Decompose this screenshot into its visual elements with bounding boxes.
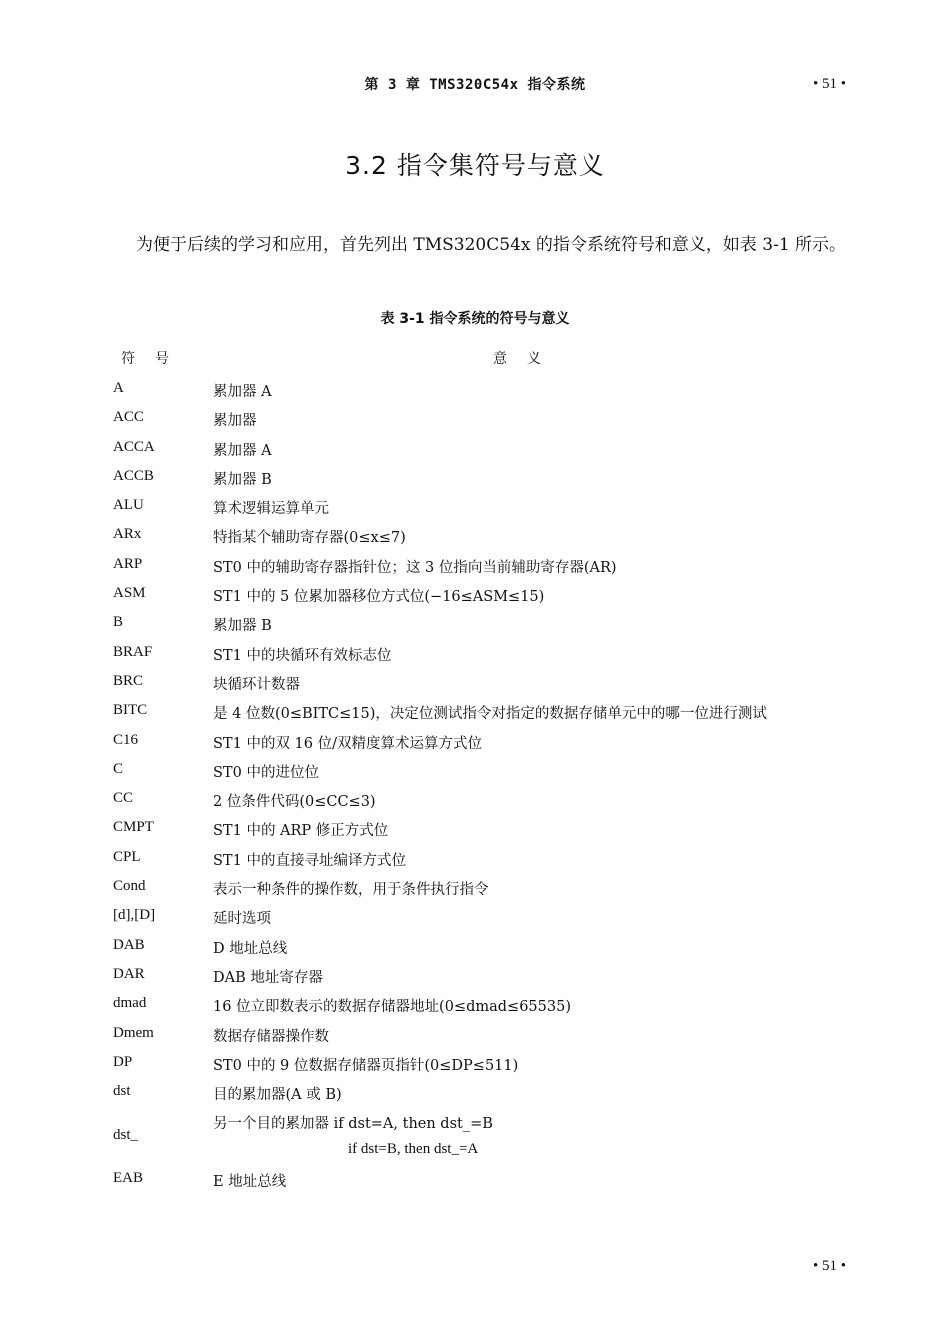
table-row — [113, 491, 853, 520]
intro-paragraph: 为便于后续的学习和应用，首先列出 TMS320C54x 的指令系统符号和意义，如表 3-1 所示。 — [136, 235, 847, 255]
row-symbol: B — [113, 614, 124, 631]
row-meaning: 累加器 A — [213, 442, 272, 459]
table-body — [113, 374, 853, 1106]
row-symbol: C — [113, 760, 124, 777]
row-meaning: 2 位条件代码(0≤CC≤3) — [213, 794, 376, 811]
row-meaning: ST1 中的直接寻址编译方式位 — [213, 852, 406, 869]
row-meaning: ST1 中的 ARP 修正方式位 — [213, 823, 389, 840]
row-symbol: Cond — [113, 878, 146, 895]
row-meaning: 表示一种条件的操作数，用于条件执行指令 — [213, 882, 489, 899]
chapter-header: 第 3 章 TMS320C54x 指令系统 — [364, 77, 586, 93]
row-meaning: ST0 中的进位位 — [213, 764, 319, 781]
row-meaning: 延时选项 — [213, 911, 271, 928]
row-symbol: ASM — [113, 585, 146, 602]
row-symbol: CC — [113, 790, 134, 807]
row-meaning-line1: 另一个目的累加器 if dst=A, then dst_=B — [213, 1116, 493, 1133]
row-meaning: 是 4 位数(0≤BITC≤15)，决定位测试指令对指定的数据存储单元中的哪一位进行测试 — [213, 706, 767, 723]
section-title: 3.2 指令集符号与意义 — [345, 151, 605, 180]
row-symbol: DAB — [113, 936, 145, 953]
table-caption: 表 3-1 指令系统的符号与意义 — [380, 311, 570, 327]
row-meaning: DAB 地址寄存器 — [213, 969, 323, 986]
row-symbol: ALU — [113, 497, 144, 514]
table-row — [113, 784, 853, 813]
row-meaning: ST0 中的 9 位数据存储器页指针(0≤DP≤511) — [213, 1057, 519, 1074]
row-meaning: 特指某个辅助寄存器(0≤x≤7) — [213, 530, 406, 547]
row-symbol: C16 — [113, 731, 139, 748]
row-symbol: dmad — [113, 995, 147, 1012]
table-row — [113, 462, 853, 491]
row-symbol: CPL — [113, 848, 141, 865]
row-symbol: BRC — [113, 672, 144, 689]
table-row — [113, 374, 853, 403]
table-header-row — [113, 344, 853, 374]
table-row — [113, 960, 853, 989]
table-row — [113, 989, 853, 1018]
row-symbol: dst_ — [113, 1127, 139, 1144]
row-meaning: 16 位立即数表示的数据存储器地址(0≤dmad≤65535) — [213, 999, 571, 1016]
column-header-symbol: 符号 — [121, 351, 189, 367]
row-symbol: A — [113, 380, 124, 396]
table-row — [113, 550, 853, 579]
row-meaning: 块循环计数器 — [213, 676, 300, 693]
row-meaning: ST1 中的 5 位累加器移位方式位(−16≤ASM≤15) — [213, 589, 545, 606]
row-symbol: ARP — [113, 555, 143, 572]
row-symbol: BITC — [113, 702, 148, 719]
table-row — [113, 813, 853, 842]
table-row — [113, 433, 853, 462]
table-row — [113, 579, 853, 608]
row-meaning: 数据存储器操作数 — [213, 1028, 329, 1045]
row-symbol: ACC — [113, 409, 144, 426]
row-meaning: ST1 中的块循环有效标志位 — [213, 647, 392, 664]
row-meaning: 算术逻辑运算单元 — [213, 501, 329, 518]
row-meaning: E 地址总线 — [213, 1174, 287, 1191]
row-meaning: 累加器 B — [213, 618, 272, 635]
header-page-number: • 51 • — [812, 76, 846, 92]
row-meaning: ST0 中的辅助寄存器指针位；这 3 位指向当前辅助寄存器(AR) — [213, 559, 617, 576]
footer-page-number: • 51 • — [812, 1258, 846, 1274]
table-row — [113, 755, 853, 784]
row-symbol: CMPT — [113, 819, 154, 836]
row-meaning: 目的累加器(A 或 B) — [213, 1087, 342, 1104]
row-symbol: DAR — [113, 965, 145, 982]
symbol-table — [113, 344, 853, 1194]
table-row-dst-alt — [113, 1106, 853, 1164]
row-meaning-line2: if dst=B, then dst_=A — [348, 1141, 479, 1158]
row-symbol: DP — [113, 1053, 133, 1070]
row-meaning: 累加器 A — [213, 384, 272, 400]
table-row — [113, 1019, 853, 1048]
table-row — [113, 608, 853, 637]
table-row — [113, 1077, 853, 1106]
table-row-eab — [113, 1164, 853, 1193]
running-header — [0, 74, 950, 96]
table-row — [113, 696, 853, 725]
table-row — [113, 667, 853, 696]
table-row — [113, 726, 853, 755]
row-symbol: ACCA — [113, 438, 155, 455]
table-row — [113, 403, 853, 432]
row-symbol: [d],[D] — [113, 907, 156, 924]
row-meaning: D 地址总线 — [213, 940, 288, 957]
row-symbol: Dmem — [113, 1024, 154, 1041]
column-header-meaning: 意义 — [493, 351, 561, 367]
table-row — [113, 901, 853, 930]
row-symbol: BRAF — [113, 643, 153, 660]
table-row — [113, 1048, 853, 1077]
table-row — [113, 931, 853, 960]
row-meaning: 累加器 B — [213, 471, 272, 488]
table-row — [113, 638, 853, 667]
row-symbol: EAB — [113, 1170, 143, 1187]
row-symbol: dst — [113, 1083, 131, 1100]
table-row — [113, 872, 853, 901]
row-meaning: ST1 中的双 16 位/双精度算术运算方式位 — [213, 735, 482, 752]
row-symbol: ARx — [113, 526, 142, 543]
table-row — [113, 520, 853, 549]
row-meaning: 累加器 — [213, 413, 257, 430]
row-symbol: ACCB — [113, 467, 154, 484]
table-row — [113, 843, 853, 872]
